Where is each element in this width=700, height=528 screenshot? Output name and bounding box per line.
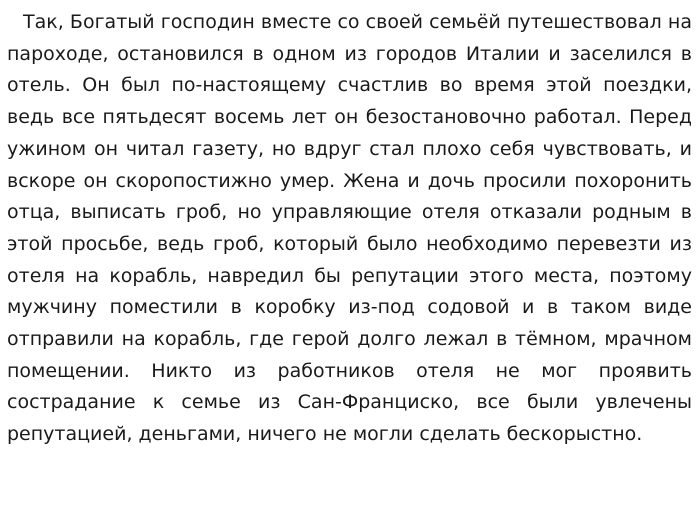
body-paragraph: Так, Богатый господин вместе со своей семьёй путешествовал на пароходе, остановился в одном из городов Италии и заселился в отель. Он был по-настоящему счастлив во время этой поездки, ведь все пятьдесят восемь лет он безостановочно работал. Перед ужином он читал газету, но вдруг стал плохо себя чувствовать, и вскоре он скоропостижно умер. Жена и дочь просили похоронить отца, выписать гроб, но управляющие отеля отказали родным в этой просьбе, ведь гроб, который было необходимо перевезти из отеля на корабль, навредил бы репутации этого места, поэтому мужчину поместили в коробку из-под содовой и в таком виде отправили на корабль, где герой долго лежал в тёмном, мрачном помещении. Никто из работников отеля не мог проявить сострадание к семье из Сан-Франциско, все были увлечены репутацией, деньгами, ничего не могли сделать бескорыстно.	[7, 11, 692, 446]
